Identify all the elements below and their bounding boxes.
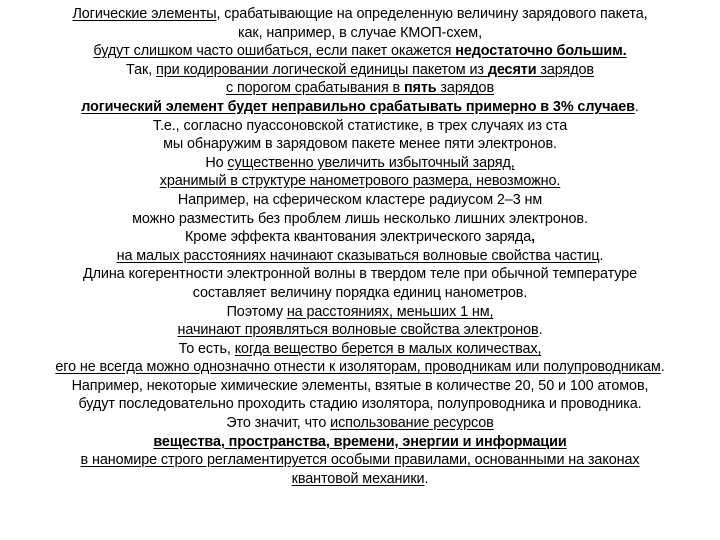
text-segment: мы обнаружим в зарядовом пакете менее пяти электронов.	[163, 136, 557, 153]
text-segment: на малых расстояниях начинают сказываться волновые свойства частиц	[116, 247, 600, 264]
text-segment: ,	[531, 229, 536, 246]
text-segment: , срабатывающие на определенную величину зарядового пакета,	[216, 6, 648, 22]
text-line	[0, 172, 720, 191]
text-line	[0, 191, 720, 210]
text-segment: с порогом срабатывания в	[225, 80, 404, 97]
text-line	[0, 5, 720, 24]
text-line	[0, 340, 720, 359]
text-segment: .	[660, 359, 665, 376]
text-segment: составляет величину порядка единиц нанометров.	[192, 284, 528, 301]
text-line	[0, 42, 720, 61]
text-segment: То есть,	[178, 340, 235, 357]
text-line	[0, 228, 720, 247]
text-line	[0, 98, 720, 117]
text-segment: как, например, в случае КМОП-схем,	[238, 24, 482, 41]
text-segment: .	[599, 247, 604, 264]
text-segment: Например, на сферическом кластере радиусом 2–3 нм	[177, 191, 543, 208]
text-line	[0, 470, 720, 489]
text-segment: его не всегда можно однозначно отнести к изоляторам, проводникам или полупроводникам	[55, 359, 661, 376]
text-segment: будут последовательно проходить стадию изолятора, полупроводника и проводника.	[78, 396, 642, 413]
text-segment: использование ресурсов	[330, 415, 494, 432]
text-line	[0, 61, 720, 80]
text-line	[0, 117, 720, 136]
text-line	[0, 265, 720, 284]
text-line	[0, 414, 720, 433]
text-line	[0, 24, 720, 43]
text-line	[0, 154, 720, 173]
text-segment: квантовой механики	[291, 470, 425, 487]
text-line	[0, 433, 720, 452]
text-segment: будут слишком часто ошибаться, если пакет окажется	[93, 43, 456, 60]
text-segment: зарядов	[436, 80, 495, 97]
text-segment: на расстояниях, меньших 1 нм,	[286, 303, 494, 320]
text-segment: Это значит, что	[226, 415, 331, 432]
text-segment: хранимый в структуре нанометрового размера, невозможно.	[159, 173, 561, 190]
text-segment: в наномире строго регламентируется особыми правилами, основанными на законах	[80, 452, 640, 469]
text-segment: Кроме эффекта квантования электрического заряда	[184, 229, 532, 246]
text-segment: Но	[205, 154, 228, 171]
text-line	[0, 358, 720, 377]
text-line	[0, 395, 720, 414]
text-segment: недостаточно большим.	[455, 43, 627, 60]
text-line	[0, 303, 720, 322]
text-segment: .	[538, 322, 543, 339]
text-line	[0, 284, 720, 303]
text-segment: вещества, пространства, времени, энергии и информации	[153, 433, 567, 450]
text-segment: логический элемент будет неправильно срабатывать примерно в 3% случаев	[81, 98, 635, 115]
text-segment: Т.е., согласно пуассоновской статистике, в трех случаях из ста	[152, 117, 568, 134]
text-segment: Поэтому	[226, 303, 287, 320]
text-segment: зарядов	[536, 61, 594, 78]
text-line	[0, 377, 720, 396]
text-line	[0, 321, 720, 340]
text-segment: можно разместить без проблем лишь несколько лишних электронов.	[132, 210, 588, 227]
text-segment: десяти	[487, 61, 537, 78]
text-line	[0, 451, 720, 470]
text-line	[0, 79, 720, 98]
text-segment: Длина когерентности электронной волны в твердом теле при обычной температуре	[82, 266, 638, 283]
text-segment: .	[634, 98, 639, 115]
text-line	[0, 247, 720, 266]
text-line	[0, 135, 720, 154]
text-segment: существенно увеличить избыточный заряд,	[227, 154, 515, 171]
text-segment: .	[424, 470, 429, 487]
text-segment: при кодировании логической единицы пакетом из	[156, 61, 488, 78]
text-line	[0, 210, 720, 229]
text-segment: Например, некоторые химические элементы, взятые в количестве 20, 50 и 100 атомов,	[71, 377, 649, 394]
text-segment: начинают проявляться волновые свойства электронов	[177, 322, 539, 339]
text-segment: пять	[403, 80, 437, 97]
text-segment: Логические элементы	[72, 6, 217, 22]
text-segment: Так,	[126, 61, 156, 78]
text-segment: когда вещество берется в малых количествах,	[234, 340, 542, 357]
